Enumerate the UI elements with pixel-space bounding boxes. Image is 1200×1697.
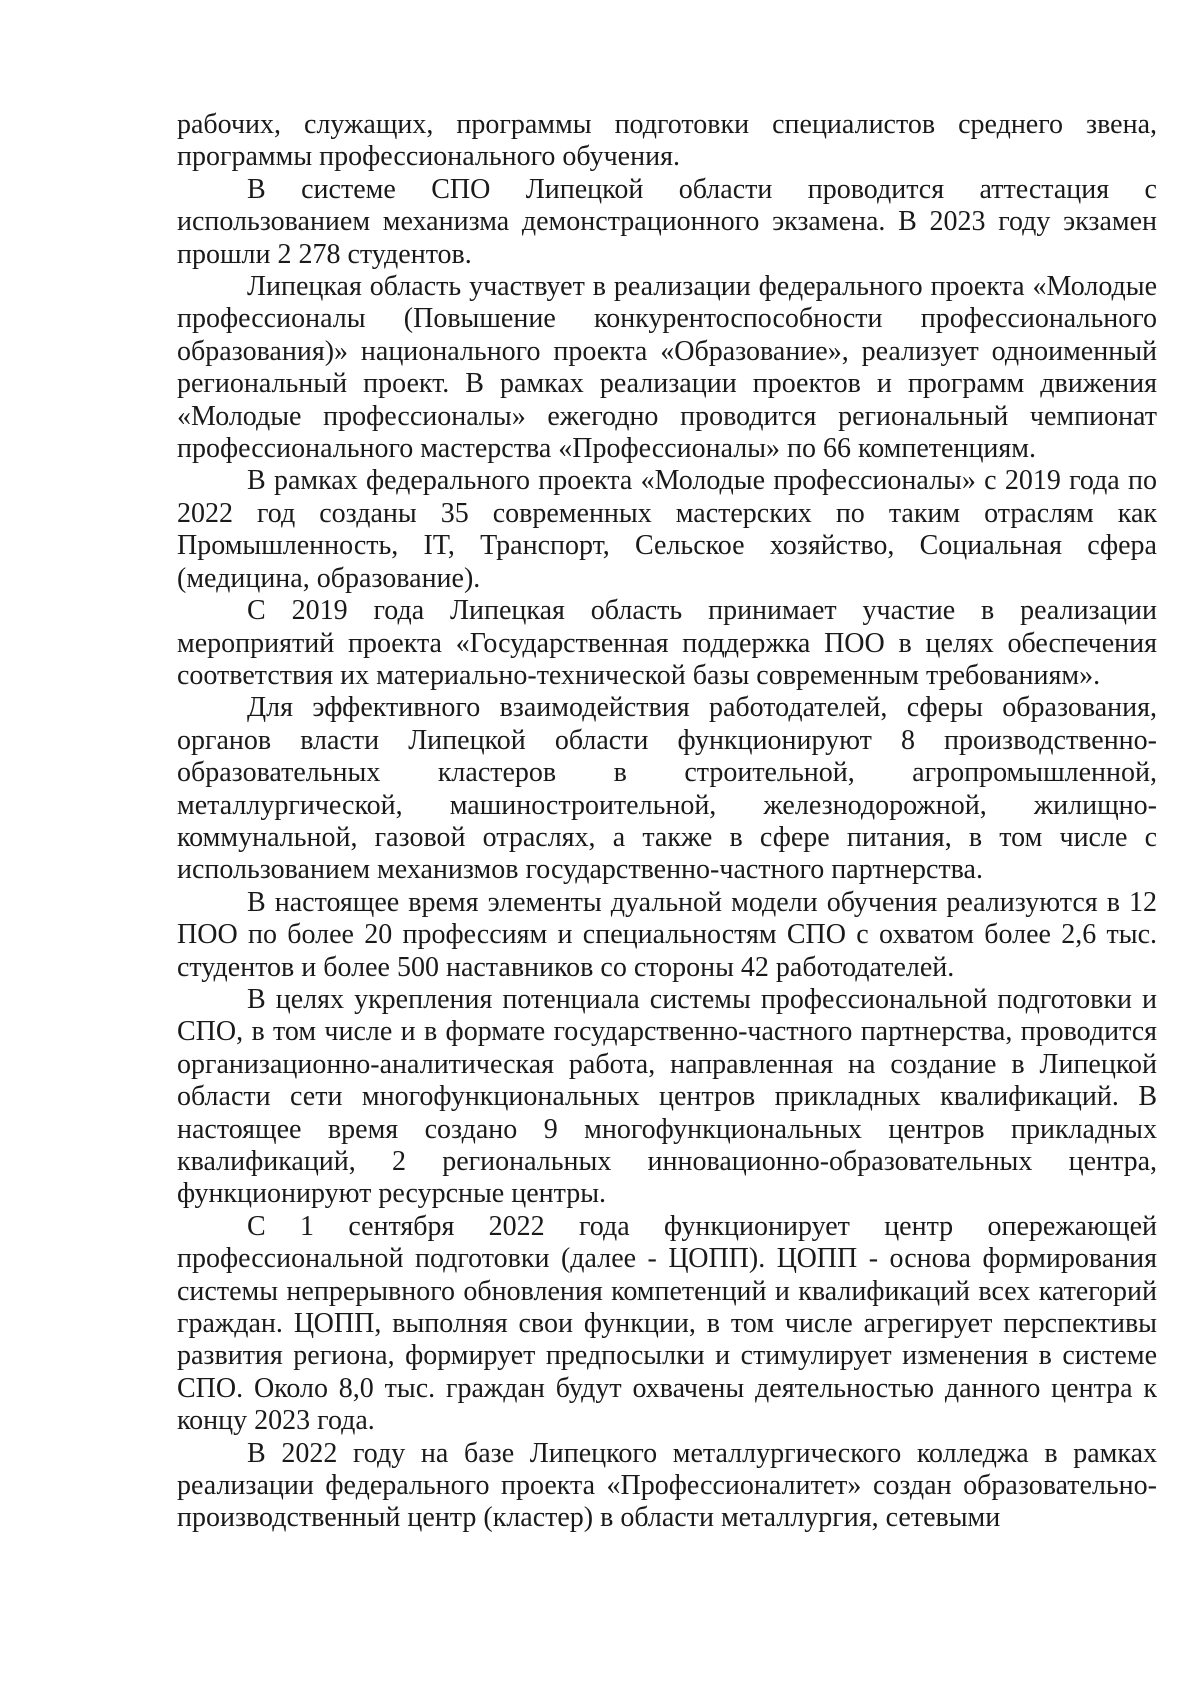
paragraph-professionalitet: В 2022 году на базе Липецкого металлургического колледжа в рамках реализации федерального проекта «Профессионалитет» создан образовательно-производственный центр (кластер) в области металлургия, сетевыми — [177, 1437, 1157, 1534]
paragraph-clusters: Для эффективного взаимодействия работодателей, сферы образования, органов власти Липецкой области функционируют 8 производственно-образовательных кластеров в строительной, агропромышленной, металлургической, машиностроительной, железнодорожной, жилищно-коммунальной, газовой отраслях, а также в сфере питания, в том числе с использованием механизмов государственно-частного партнерства. — [177, 692, 1157, 886]
paragraph-qualification-centers: В целях укрепления потенциала системы профессиональной подготовки и СПО, в том числе и в формате государственно-частного партнерства, проводится организационно-аналитическая работа, направленная на создание в Липецкой области сети многофункциональных центров прикладных квалификаций. В настоящее время создано 9 многофункциональных центров прикладных квалификаций, 2 региональных инновационно-образовательных центра, функционируют ресурсные центры. — [177, 983, 1157, 1210]
paragraph-continuation: рабочих, служащих, программы подготовки специалистов среднего звена, программы профессионального обучения. — [177, 109, 1157, 173]
paragraph-workshops: В рамках федерального проекта «Молодые профессионалы» с 2019 года по 2022 год созданы 35 современных мастерских по таким отраслям как Промышленность, IT, Транспорт, Сельское хозяйство, Социальная сфера (медицина, образование). — [177, 465, 1157, 594]
paragraph-dual-model: В настоящее время элементы дуальной модели обучения реализуются в 12 ПОО по более 20 профессиям и специальностям СПО с охватом более 2,6 тыс. студентов и более 500 наставников со стороны 42 работодателей. — [177, 886, 1157, 983]
paragraph-state-support: С 2019 года Липецкая область принимает участие в реализации мероприятий проекта «Государственная поддержка ПОО в целях обеспечения соответствия их материально-технической базы современным требованиям». — [177, 595, 1157, 691]
paragraph-demo-exam: В системе СПО Липецкой области проводится аттестация с использованием механизма демонстрационного экзамена. В 2023 году экзамен прошли 2 278 студентов. — [177, 173, 1157, 270]
paragraph-young-professionals: Липецкая область участвует в реализации федерального проекта «Молодые профессионалы (Повышение конкурентоспособности профессионального образования)» национального проекта «Образование», реализует одноименный региональный проект. В рамках реализации проектов и программ движения «Молодые профессионалы» ежегодно проводится региональный чемпионат профессионального мастерства «Профессионалы» по 66 компетенциям. — [177, 271, 1157, 465]
document-body — [177, 109, 1157, 1535]
paragraph-copp: С 1 сентября 2022 года функционирует центр опережающей профессиональной подготовки (далее - ЦОПП). ЦОПП - основа формирования системы непрерывного обновления компетенций и квалификаций всех категорий граждан. ЦОПП, выполняя свои функции, в том числе агрегирует перспективы развития региона, формирует предпосылки и стимулирует изменения в системе СПО. Около 8,0 тыс. граждан будут охвачены деятельностью данного центра к концу 2023 года. — [177, 1210, 1157, 1437]
